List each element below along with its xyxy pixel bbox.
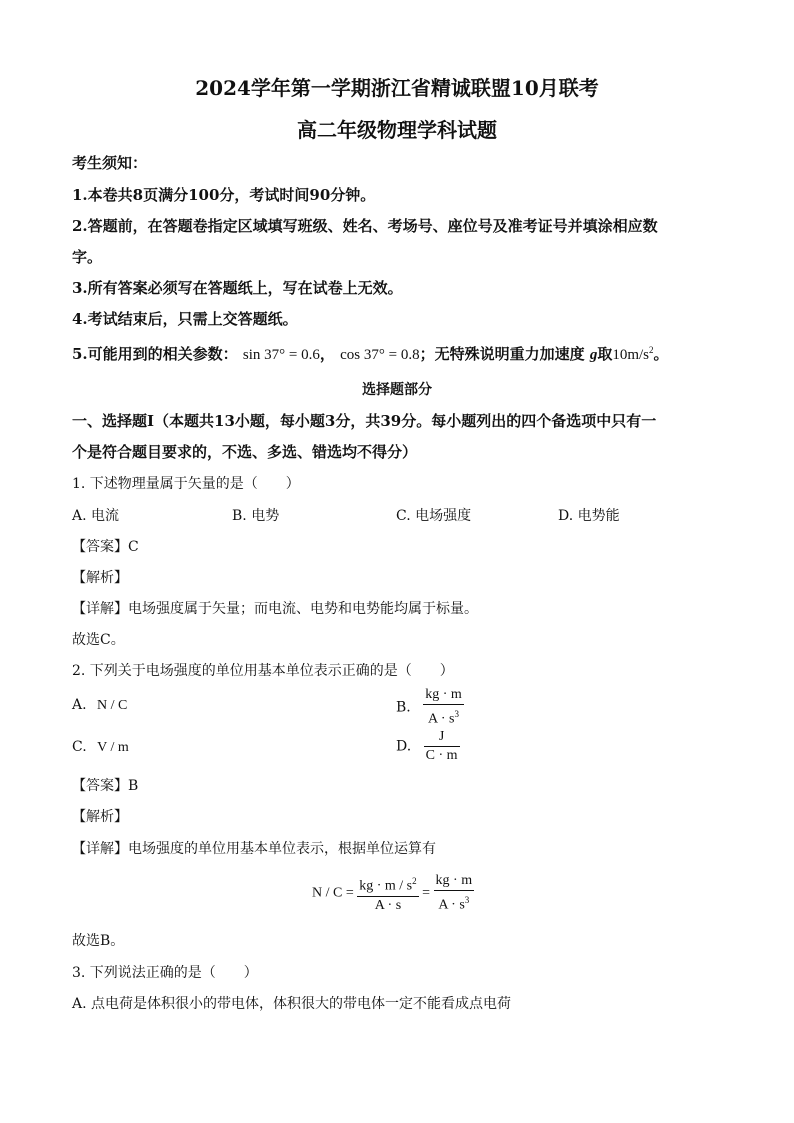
q1-analysis-tag: 【解析】 — [72, 570, 128, 586]
option-label: B. — [396, 699, 411, 716]
denominator: $A \cdot s^3$ — [438, 895, 470, 913]
notice-item-5-end: 。 — [653, 345, 669, 363]
q1-answer — [72, 536, 139, 556]
option-label: D. — [396, 738, 412, 755]
part1-instructions: 一、选择题Ⅰ（本题共13小题，每小题3分，共39分。每小题列出的四个备选项中只有一 — [72, 412, 657, 430]
denominator: A · s — [374, 897, 402, 913]
q2-stem: 2. 下列关于电场强度的单位用基本单位表示正确的是（ ） — [72, 663, 454, 679]
answer-value: B — [128, 778, 139, 794]
notice-item-2-cont: 字。 — [72, 248, 103, 266]
numerator: kg · m — [434, 872, 475, 891]
numerator: kg · m — [423, 686, 464, 705]
q2-option-a — [72, 697, 127, 714]
denominator: $A \cdot s^3$ — [428, 709, 459, 727]
numerator: J — [424, 728, 460, 747]
sin-parameter: sin 37° = 0.6 — [242, 347, 320, 363]
q1-option-a: A. 电流 — [72, 508, 120, 524]
gravity-value: $10m/s^2$ — [612, 345, 654, 363]
fraction — [434, 872, 475, 915]
q1-conclusion: 故选C。 — [72, 632, 125, 648]
option-value: N / C — [97, 698, 128, 713]
denominator: C · m — [425, 748, 458, 763]
q3-stem: 3. 下列说法正确的是（ ） — [72, 965, 258, 981]
detail-tag: 【详解】 — [72, 601, 128, 617]
q1-stem: 1. 下述物理量属于矢量的是（ ） — [72, 476, 300, 492]
notice-item-4: 4.考试结束后，只需上交答题纸。 — [72, 310, 298, 328]
q2-answer — [72, 775, 138, 795]
notice-item-1: 1.本卷共8页满分100分，考试时间90分钟。 — [72, 186, 376, 204]
option-label: A. — [72, 697, 87, 713]
equals-sign: = — [422, 885, 431, 901]
exam-title: 2024学年第一学期浙江省精诚联盟10月联考 — [195, 76, 599, 100]
section-heading: 选择题部分 — [362, 382, 432, 398]
detail-tag: 【详解】 — [72, 841, 128, 857]
answer-value: C — [128, 539, 139, 555]
fraction — [423, 686, 464, 729]
detail-text: 电场强度属于矢量；而电流、电势和电势能均属于标量。 — [128, 601, 478, 617]
q1-option-d: D. 电势能 — [558, 508, 620, 524]
q2-unit-equation — [312, 872, 474, 915]
equation-lhs: N / C = — [312, 885, 354, 901]
gravity-symbol: g — [589, 347, 598, 363]
q2-detail — [72, 838, 436, 858]
q1-option-b: B. 电势 — [232, 508, 280, 524]
q1-option-c: C. 电场强度 — [396, 508, 472, 524]
notice-item-5-sep: ， — [319, 345, 335, 363]
fraction — [424, 728, 460, 765]
notice-item-5-mid: ；无特殊说明重力加速度 — [419, 345, 585, 363]
notice-item-2: 2.答题前，在答题卷指定区域填写班级、姓名、考场号、座位号及准考证号并填涂相应数 — [72, 217, 658, 235]
q2-analysis-tag: 【解析】 — [72, 809, 128, 825]
answer-tag: 【答案】 — [72, 778, 128, 794]
notice-item-5 — [72, 343, 669, 364]
option-value: V / m — [97, 740, 129, 755]
q2-option-b — [396, 686, 464, 729]
exam-subtitle: 高二年级物理学科试题 — [297, 118, 497, 142]
q2-conclusion: 故选B。 — [72, 933, 125, 949]
q1-detail — [72, 598, 478, 618]
detail-text: 电场强度的单位用基本单位表示，根据单位运算有 — [128, 841, 436, 857]
notice-heading: 考生须知： — [72, 154, 148, 172]
fraction — [357, 872, 418, 915]
numerator: kg · m / $s^2$ — [357, 872, 418, 897]
notice-item-5-qu: 取 — [597, 345, 613, 363]
notice-item-3: 3.所有答案必须写在答题纸上，写在试卷上无效。 — [72, 279, 403, 297]
part1-instructions-cont: 个是符合题目要求的，不选、多选、错选均不得分） — [72, 443, 418, 461]
option-label: C. — [72, 739, 87, 755]
q2-option-c — [72, 739, 129, 756]
q3-option-a: A. 点电荷是体积很小的带电体，体积很大的带电体一定不能看成点电荷 — [72, 996, 512, 1012]
q2-option-d — [396, 728, 460, 765]
answer-tag: 【答案】 — [72, 539, 128, 555]
cos-parameter: cos 37° = 0.8 — [340, 347, 420, 363]
notice-item-5-prefix: 5.可能用到的相关参数： — [72, 345, 238, 363]
